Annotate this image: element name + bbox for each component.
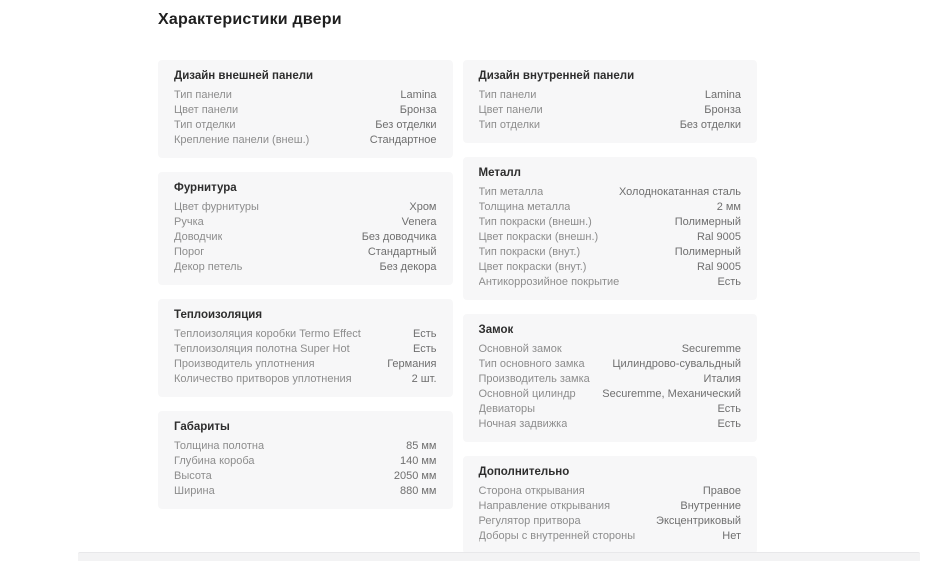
spec-label: Тип панели xyxy=(478,89,537,101)
spec-value: Ral 9005 xyxy=(696,261,741,273)
spec-row xyxy=(174,215,437,230)
spec-card-title: Теплоизоляция xyxy=(174,309,263,321)
spec-label: Крепление панели (внеш.) xyxy=(174,134,310,146)
spec-label: Цвет покраски (внут.) xyxy=(478,261,587,273)
spec-label: Девиаторы xyxy=(478,403,535,415)
spec-value: 85 мм xyxy=(406,440,437,452)
spec-card xyxy=(463,60,758,143)
spec-rows xyxy=(174,88,437,148)
spec-row xyxy=(479,185,742,200)
spec-value: Ral 9005 xyxy=(696,231,741,243)
spec-label: Тип металла xyxy=(478,186,544,198)
spec-label: Производитель замка xyxy=(478,373,590,385)
spec-value: Холоднокатанная сталь xyxy=(618,186,741,198)
spec-card xyxy=(158,411,453,509)
spec-row xyxy=(479,402,742,417)
spec-value: Есть xyxy=(717,418,741,430)
spec-value: Германия xyxy=(387,358,437,370)
spec-label: Высота xyxy=(174,470,212,482)
spec-columns xyxy=(158,60,757,554)
spec-card-title: Металл xyxy=(478,167,521,179)
spec-row xyxy=(174,454,437,469)
spec-row xyxy=(174,133,437,148)
spec-row xyxy=(479,88,742,103)
spec-value: Без декора xyxy=(379,261,437,273)
spec-label: Производитель уплотнения xyxy=(174,358,315,370)
spec-value: Полимерный xyxy=(674,216,741,228)
spec-card-title: Дизайн внешней панели xyxy=(174,70,314,82)
spec-rows xyxy=(174,439,437,499)
spec-card-title: Дополнительно xyxy=(478,466,570,478)
spec-row xyxy=(479,215,742,230)
spec-row xyxy=(479,499,742,514)
spec-label: Основной цилиндр xyxy=(478,388,576,400)
spec-row xyxy=(479,417,742,432)
spec-row xyxy=(174,342,437,357)
spec-value: 2050 мм xyxy=(393,470,437,482)
spec-label: Тип покраски (внут.) xyxy=(478,246,581,258)
spec-card-title: Габариты xyxy=(174,421,230,433)
spec-row xyxy=(479,357,742,372)
spec-label: Порог xyxy=(174,246,205,258)
spec-value: Без отделки xyxy=(679,119,741,131)
spec-label: Ночная задвижка xyxy=(478,418,568,430)
spec-row xyxy=(174,357,437,372)
spec-label: Направление открывания xyxy=(478,500,611,512)
spec-row xyxy=(174,260,437,275)
spec-value: Эксцентриковый xyxy=(656,515,741,527)
spec-row xyxy=(174,118,437,133)
spec-row xyxy=(174,327,437,342)
spec-value: 140 мм xyxy=(399,455,437,467)
spec-rows xyxy=(479,342,742,432)
spec-value: Lamina xyxy=(400,89,437,101)
spec-card xyxy=(463,314,758,442)
spec-label: Цвет панели xyxy=(174,104,239,116)
spec-value: 2 мм xyxy=(716,201,741,213)
spec-label: Толщина полотна xyxy=(174,440,265,452)
spec-value: Италия xyxy=(703,373,741,385)
spec-row xyxy=(479,484,742,499)
spec-card-title: Замок xyxy=(478,324,514,336)
spec-value: Есть xyxy=(413,343,437,355)
spec-label: Тип основного замка xyxy=(478,358,585,370)
spec-column-left xyxy=(158,60,453,509)
spec-value: Securemme, Механический xyxy=(602,388,741,400)
spec-row xyxy=(479,529,742,544)
spec-label: Цвет панели xyxy=(478,104,543,116)
spec-label: Доборы с внутренней стороны xyxy=(478,530,636,542)
spec-card xyxy=(158,299,453,397)
spec-value: Бронза xyxy=(704,104,741,116)
spec-row xyxy=(174,88,437,103)
spec-value: Lamina xyxy=(704,89,741,101)
spec-label: Глубина короба xyxy=(174,455,255,467)
spec-card xyxy=(158,172,453,285)
spec-row xyxy=(174,103,437,118)
spec-row xyxy=(479,275,742,290)
spec-card xyxy=(158,60,453,158)
spec-rows xyxy=(174,327,437,387)
spec-label: Теплоизоляция коробки Termo Effect xyxy=(174,328,361,340)
spec-row xyxy=(479,387,742,402)
spec-row xyxy=(479,245,742,260)
spec-value: Нет xyxy=(722,530,741,542)
spec-row xyxy=(174,245,437,260)
spec-label: Ширина xyxy=(174,485,215,497)
spec-label: Количество притворов уплотнения xyxy=(174,373,352,385)
spec-rows xyxy=(479,88,742,133)
spec-label: Декор петель xyxy=(174,261,243,273)
spec-card xyxy=(463,157,758,300)
spec-row xyxy=(174,469,437,484)
spec-row xyxy=(479,103,742,118)
spec-value: Есть xyxy=(413,328,437,340)
spec-row xyxy=(174,484,437,499)
spec-value: Полимерный xyxy=(674,246,741,258)
spec-value: Бронза xyxy=(399,104,437,116)
spec-rows xyxy=(479,185,742,290)
spec-value: Стандартный xyxy=(367,246,437,258)
spec-value: Без доводчика xyxy=(361,231,437,243)
spec-value: 2 шт. xyxy=(411,373,437,385)
spec-label: Ручка xyxy=(174,216,204,228)
spec-column-right xyxy=(463,60,758,554)
spec-value: Есть xyxy=(717,276,741,288)
spec-card-title: Фурнитура xyxy=(174,182,237,194)
spec-row xyxy=(174,200,437,215)
spec-label: Доводчик xyxy=(174,231,223,243)
spec-label: Тип панели xyxy=(174,89,232,101)
spec-label: Теплоизоляция полотна Super Hot xyxy=(174,343,350,355)
spec-row xyxy=(174,230,437,245)
spec-row xyxy=(174,439,437,454)
spec-value: Securemme xyxy=(681,343,741,355)
spec-label: Основной замок xyxy=(478,343,562,355)
page-title: Характеристики двери xyxy=(158,11,342,28)
spec-rows xyxy=(174,200,437,275)
spec-card-title: Дизайн внутренней панели xyxy=(478,70,635,82)
spec-value: Внутренние xyxy=(680,500,741,512)
spec-value: Venera xyxy=(401,216,437,228)
spec-label: Цвет фурнитуры xyxy=(174,201,259,213)
spec-label: Тип отделки xyxy=(478,119,540,131)
spec-row xyxy=(479,514,742,529)
spec-label: Антикоррозийное покрытие xyxy=(478,276,620,288)
spec-label: Тип отделки xyxy=(174,119,236,131)
spec-card xyxy=(463,456,758,554)
spec-row xyxy=(479,200,742,215)
spec-value: Есть xyxy=(717,403,741,415)
spec-label: Цвет покраски (внешн.) xyxy=(478,231,599,243)
spec-row xyxy=(174,372,437,387)
spec-row xyxy=(479,372,742,387)
spec-value: Хром xyxy=(409,201,437,213)
spec-row xyxy=(479,230,742,245)
spec-value: Без отделки xyxy=(375,119,437,131)
spec-value: Цилиндрово-сувальдный xyxy=(612,358,741,370)
spec-row xyxy=(479,118,742,133)
spec-row xyxy=(479,260,742,275)
spec-label: Сторона открывания xyxy=(478,485,585,497)
spec-label: Регулятор притвора xyxy=(478,515,581,527)
spec-label: Толщина металла xyxy=(478,201,571,213)
spec-value: 880 мм xyxy=(399,485,437,497)
spec-row xyxy=(479,342,742,357)
spec-value: Стандартное xyxy=(369,134,437,146)
spec-value: Правое xyxy=(702,485,741,497)
spec-label: Тип покраски (внешн.) xyxy=(478,216,592,228)
spec-rows xyxy=(479,484,742,544)
